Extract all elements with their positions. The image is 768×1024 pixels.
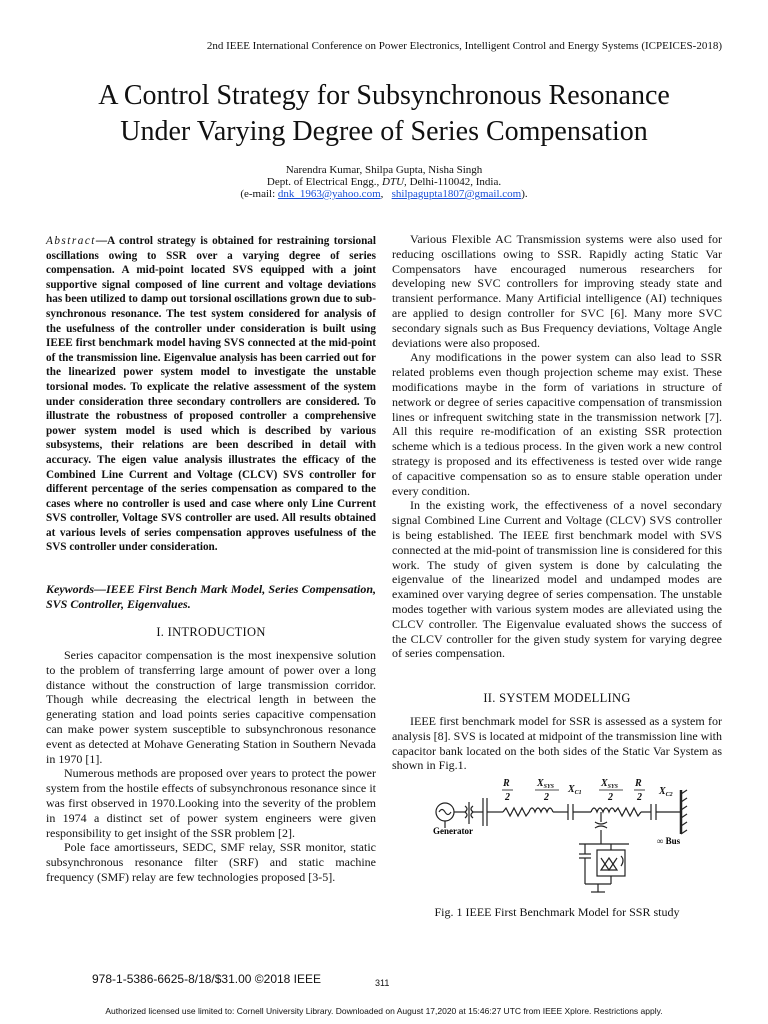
label-2-2: 2 — [544, 792, 549, 803]
transformer-secondary — [471, 806, 473, 818]
license-notice: Authorized licensed use limited to: Cornell University Library. Downloaded on August 17,2020 at 15:46:27 UTC from IEEE Xplore. Restrictions apply. — [105, 1006, 663, 1016]
right-paragraph-1: Various Flexible AC Transmission systems were also used for reducing oscillations owing to SSR. Rapidly acting Static Var Compensators have encouraged numerous researchers for developing new SVC controllers for improving steady state and transient performance. Many Artificial intelligence (AI) techniques are applied to design controller for SVC [6]. Many more SVC secondary signals such as Bus Frequency deviations, Voltage Angle deviations were also proposed. — [392, 232, 722, 350]
label-xc2: $X_{C2}$ — [659, 786, 673, 798]
figure-caption: Fig. 1 IEEE First Benchmark Model for SSR study — [434, 905, 680, 919]
title-line-2: Under Varying Degree of Series Compensation — [120, 116, 648, 147]
email-link-2[interactable]: shilpagupta1807@gmail.com — [391, 188, 522, 200]
right-paragraph-3: In the existing work, the effectiveness of a novel secondary signal Combined Line Current and Voltage (CLCV) SVS controller is being established. The IEEE first benchmark model with SVS connected at the mid-point of transmission line is considered for this work. The study of given system is done by calculating the eigenvalue of the linearized model and undamped modes are examined over varying degree of series compensation. The unstable modes together with various system modes are alleviated using the CLCV controller. The Eigenvalue evaluated shows the success of the CLCV controller for the given study system for varying degree of series compensation. — [392, 498, 722, 661]
abstract-body: —A control strategy is obtained for restraining torsional oscillations owing to SSR over a varying degree of series compensation. A mid-point located SVS equipped with a joint supportive signal composed of line current and voltage deviations has been utilized to damp out torsional oscillations grown due to sub-synchronous resonance. The test system considered for analysis of the usefulness of the controller under consideration is built using IEEE first benchmark model having SVS connected at the mid-point of the transmission line. Eigenvalue analysis has been carried out for the linearized power system model to investigate the unstable torsional modes. To explicate the relative assessment of the system under consideration three secondary controllers are considered. To illustrate the robustness of proposed controller a comprehensive power system model is used which is described by various subsystems, their relations are been described in detail with accuracy. The eigen value analysis illustrates the efficacy of the Combined Line Current and Voltage (CLCV) SVS controller for different percentage of the series compensation as compared to the cases where no controller is used and case where only Line Current SVS controller, Voltage SVS controller are used. All results obtained at various levels of series compensation approves usefulness of the SVS controller under consideration. — [46, 235, 376, 554]
svs-thyristor-block — [597, 850, 625, 876]
label-2-1: 2 — [505, 792, 510, 803]
resistor-1 — [503, 808, 529, 816]
section-heading-system-modelling: II. SYSTEM MODELLING — [483, 691, 631, 705]
paper-title — [0, 78, 768, 150]
keywords: Keywords—IEEE First Bench Mark Model, Series Compensation, SVS Controller, Eigenvalues. — [46, 582, 376, 611]
intro-paragraph-3: Pole face amortisseurs, SEDC, SMF relay, SSR monitor, static subsynchronous resonance filter (SRF) and static machine frequency (SMF) relay are few technologies proposed [3-5]. — [46, 840, 376, 884]
author-block — [0, 164, 768, 200]
intro-paragraph-1: Series capacitor compensation is the most inexpensive solution to the problem of transferring large amount of power over a long distance without the construction of large transmission corridor. Though while decreasing the electrical length in between the generating station and load points series capacitive compensation can make power system susceptible to subsynchronous resonance event as detected at Mohave Generating Station in Southern Nevada in 1970 [1]. — [46, 648, 376, 766]
footer-isbn: 978-1-5386-6625-8/18/$31.00 ©2018 IEEE — [92, 972, 322, 986]
intro-paragraph-2: Numerous methods are proposed over years to protect the power system from the hostile effects of subsynchronous resonance since it was first observed in 1970.Looking into the severity of the problem in 1974 a distinct set of power system engineers were given responsibility to get insight of the SSR problem [2]. — [46, 766, 376, 840]
right-paragraph-2: Any modifications in the power system can also lead to SSR related problems even though projection scheme may exist. These modifications maybe in the form of variations in structure of network or degree of series capacitive compensation of transmission lines or infrequent switching state in the transmission network [7]. All this require re-modification of an existing SSR protection scheme which is a tedious process. In the given work a new control strategy is proposed and its effectiveness is tested over wide range of capacitive compensation so as to ensure stable operation under every condition. — [392, 350, 722, 498]
resistor-2 — [615, 808, 641, 816]
label-generator: Generator — [433, 826, 473, 836]
label-r-2: R — [635, 778, 642, 789]
system-modelling-text — [392, 714, 722, 773]
affiliation: Dept. of Electrical Engg., DTU, Delhi-110042, India. — [266, 176, 502, 188]
emails: (e-mail: dnk_1963@yahoo.com, shilpagupta1807@gmail.com). — [240, 188, 528, 200]
right-column-text — [392, 232, 722, 661]
model-paragraph-1: IEEE first benchmark model for SSR is assessed as a system for analysis [8]. SVS is located at midpoint of the transmission line with capacitor bank located on the both sides of the Static Var System as shown in Fig.1. — [392, 714, 722, 773]
label-xsys-1: $X_{SYS}$ — [537, 778, 555, 790]
label-2-4: 2 — [637, 792, 642, 803]
inductor-2 — [591, 808, 615, 812]
email-link-1[interactable]: dnk_1963@yahoo.com — [277, 188, 381, 200]
page-number: 311 — [375, 978, 390, 988]
abstract-heading: Abstract — [46, 235, 96, 247]
section-heading-introduction: I. INTRODUCTION — [156, 625, 266, 639]
ieee-benchmark-circuit-diagram — [425, 774, 725, 902]
label-r-1: R — [503, 778, 510, 789]
introduction-text — [46, 648, 376, 885]
inductor-1 — [529, 808, 553, 812]
author-names: Narendra Kumar, Shilpa Gupta, Nisha Singh — [285, 164, 483, 176]
label-xc1: $X_{C1}$ — [568, 784, 582, 796]
label-xsys-2: $X_{SYS}$ — [601, 778, 619, 790]
transformer-primary — [465, 806, 467, 818]
conference-header: 2nd IEEE International Conference on Power Electronics, Intelligent Control and Energy Systems (ICPEICES-2018) — [206, 40, 722, 52]
label-2-3: 2 — [608, 792, 613, 803]
title-line-1: A Control Strategy for Subsynchronous Resonance — [98, 80, 670, 111]
abstract — [46, 234, 376, 555]
label-infinite-bus: ∞ Bus — [657, 836, 681, 846]
